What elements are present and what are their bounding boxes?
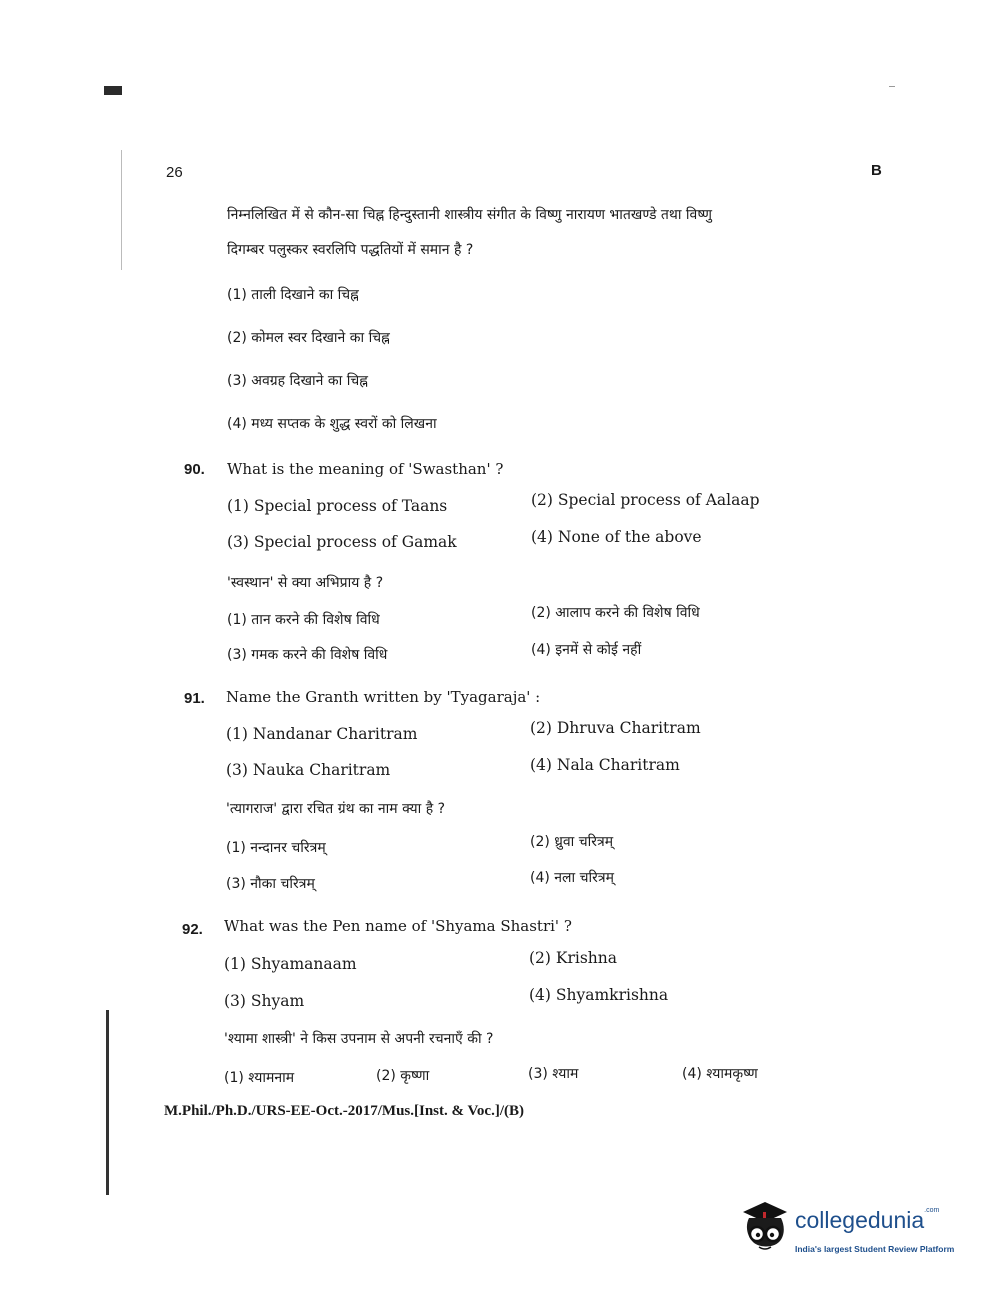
q91-number: 91. xyxy=(184,690,205,707)
q91-option-1: (1) Nandanar Charitram xyxy=(226,725,418,743)
q91-option-2-hindi: (2) ध्रुवा चरित्रम् xyxy=(530,834,614,850)
set-code: B xyxy=(871,162,882,179)
q91-text-hindi: 'त्यागराज' द्वारा रचित ग्रंथ का नाम क्या है ? xyxy=(226,801,446,817)
q92-option-2-hindi: (2) कृष्णा xyxy=(376,1068,430,1084)
q91-option-4: (4) Nala Charitram xyxy=(530,756,680,774)
q90-option-3-hindi: (3) गमक करने की विशेष विधि xyxy=(227,647,388,663)
q90-text-hindi: 'स्वस्थान' से क्या अभिप्राय है ? xyxy=(227,575,384,591)
q91-option-1-hindi: (1) नन्दानर चरित्रम् xyxy=(226,840,326,856)
footer-code: M.Phil./Ph.D./URS-EE-Oct.-2017/Mus.[Inst. & Voc.]/(B) xyxy=(164,1103,524,1119)
q92-option-1-hindi: (1) श्यामनाम xyxy=(224,1070,295,1086)
logo-name: collegedunia xyxy=(795,1207,925,1233)
q90-option-2: (2) Special process of Aalaap xyxy=(531,491,760,509)
q90-number: 90. xyxy=(184,461,205,478)
logo-tagline: India's largest Student Review Platform xyxy=(795,1244,955,1254)
q90-option-4: (4) None of the above xyxy=(531,528,702,546)
q90-option-3: (3) Special process of Gamak xyxy=(227,533,457,551)
page-number: 26 xyxy=(166,164,183,181)
margin-line xyxy=(106,1010,109,1195)
margin-line-faint xyxy=(121,150,122,270)
q91-option-3: (3) Nauka Charitram xyxy=(226,761,391,779)
logo-com: .com xyxy=(924,1207,940,1214)
logo-wordmark xyxy=(795,1207,939,1234)
q90-option-4-hindi: (4) इनमें से कोई नहीं xyxy=(531,642,642,658)
q91-option-3-hindi: (3) नौका चरित्रम् xyxy=(226,876,315,892)
q90-option-1-hindi: (1) तान करने की विशेष विधि xyxy=(227,612,380,628)
collegedunia-logo-icon xyxy=(735,1196,795,1258)
q89-option-3: (3) अवग्रह दिखाने का चिह्न xyxy=(227,373,368,389)
q92-option-3-hindi: (3) श्याम xyxy=(528,1066,579,1082)
q92-option-3: (3) Shyam xyxy=(224,992,305,1010)
q92-option-1: (1) Shyamanaam xyxy=(224,955,357,973)
q92-text-hindi: 'श्यामा शास्त्री' ने किस उपनाम से अपनी रचनाएँ की ? xyxy=(224,1031,494,1047)
q89-option-2: (2) कोमल स्वर दिखाने का चिह्न xyxy=(227,330,390,346)
q90-text: What is the meaning of 'Swasthan' ? xyxy=(227,460,504,478)
q89-text-line1: निम्नलिखित में से कौन-सा चिह्न हिन्दुस्तानी शास्त्रीय संगीत के विष्णु नारायण भातखण्डे तथा विष्णु xyxy=(227,207,712,223)
scan-dash xyxy=(889,86,895,87)
q89-text-line2: दिगम्बर पलुस्कर स्वरलिपि पद्धतियों में समान है ? xyxy=(227,242,474,258)
q91-text: Name the Granth written by 'Tyagaraja' : xyxy=(226,688,541,706)
q91-option-2: (2) Dhruva Charitram xyxy=(530,719,701,737)
q92-option-2: (2) Krishna xyxy=(529,949,617,967)
q92-option-4: (4) Shyamkrishna xyxy=(529,986,669,1004)
q92-option-4-hindi: (4) श्यामकृष्ण xyxy=(682,1066,758,1082)
q92-text: What was the Pen name of 'Shyama Shastri' ? xyxy=(224,917,572,935)
q89-option-4: (4) मध्य सप्तक के शुद्ध स्वरों को लिखना xyxy=(227,416,437,432)
q89-option-1: (1) ताली दिखाने का चिह्न xyxy=(227,287,359,303)
q90-option-1: (1) Special process of Taans xyxy=(227,497,448,515)
q91-option-4-hindi: (4) नला चरित्रम् xyxy=(530,870,614,886)
q90-option-2-hindi: (2) आलाप करने की विशेष विधि xyxy=(531,605,700,621)
scan-mark xyxy=(104,86,122,95)
q92-number: 92. xyxy=(182,921,203,938)
